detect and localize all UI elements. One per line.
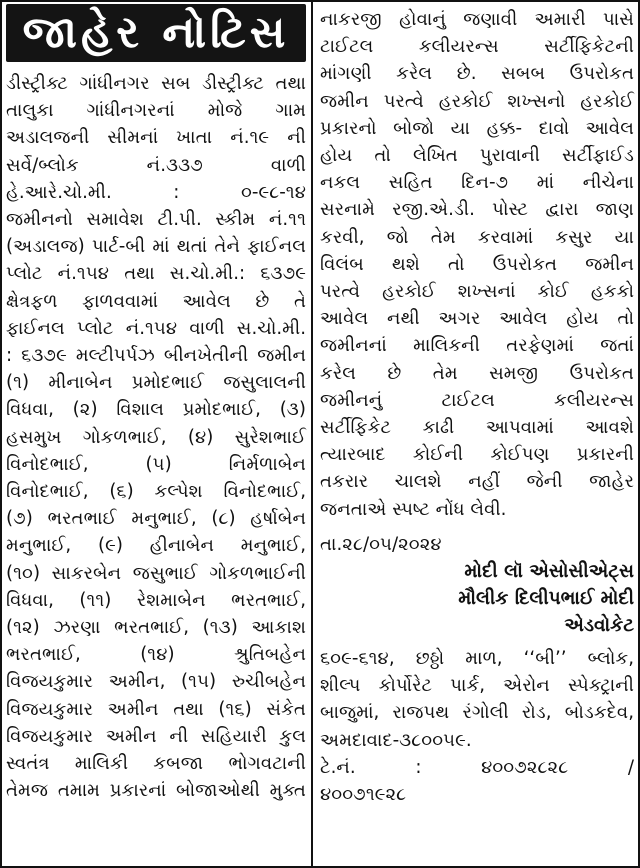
- advocate-title: એડવોકેટ: [564, 615, 634, 637]
- advocate-name: મૌલીક દિલીપભાઈ મોદી: [458, 588, 634, 610]
- text-line: વિજયકુમાર અમીન ની સહિયારી કુલ: [6, 725, 306, 747]
- text-line: તકરાર ચાલશે નહીં જેની જાહેર: [320, 471, 634, 493]
- right-column: [320, 6, 634, 808]
- text-line: અમદાવાદ-૩૮૦૦૫૯.: [320, 729, 472, 751]
- notice-date: તા.૨૮/૦૫/૨૦૨૪: [320, 533, 442, 555]
- text-line: પ્રકારનો બોજો યા હક્ક- દાવો આવેલ: [320, 117, 634, 139]
- text-line: કરેલ છે તેમ સમજી ઉપરોકત: [320, 362, 634, 384]
- text-line: સર્ટીફિકેટ કાઢી આપવામાં આવશે: [320, 417, 634, 439]
- text-line: કરવી, જો તેમ કરવામાં કસુર યા: [320, 226, 634, 248]
- text-line: બાજુમાં, રાજપથ રંગોલી રોડ, બોડકદેવ,: [320, 702, 634, 724]
- text-line: વિધવા, (૧૧) રેશમાબેન ભરતભાઈ,: [6, 589, 306, 611]
- text-line: હસમુખ ગોકળભાઈ, (૪) સુરેશભાઈ: [6, 426, 306, 448]
- text-line: (૧૦) સાકરબેન જસુભાઈ ગોકળભાઈની: [6, 562, 306, 584]
- text-line: વિધવા, (૨) વિશાલ પ્રમોદભાઈ, (૩): [6, 399, 306, 421]
- text-line: મનુભાઈ, (૯) હીનાબેન મનુભાઈ,: [6, 535, 306, 557]
- phone-line-2: ૪૦૦૭૧૯૨૮: [320, 784, 407, 806]
- text-line: ડીસ્ટ્રીક્ટ ગાંધીનગર સબ ડીસ્ટ્રીક્ટ તથા: [6, 73, 306, 94]
- text-line: ૬૦૯-૬૧૪, છઠ્ઠો માળ, ‘‘બી’’ બ્લોક,: [320, 648, 634, 670]
- text-line: ટાઈટલ કલીયરન્સ સર્ટીફિકેટની: [320, 36, 634, 58]
- text-line: સર્વે/બ્લોક નં.૩૩૭ વાળી: [6, 154, 306, 176]
- text-line: જમીન પરત્વે હરકોઈ શખ્સનો હરકોઈ: [320, 90, 634, 112]
- text-line: અડાલજની સીમનાં ખાતા નં.૧૯ ની: [6, 127, 306, 149]
- text-line: સ્વતંત્ર માલિકી કબજા ભોગવટાની: [6, 753, 306, 775]
- column-divider: [311, 2, 313, 866]
- address-block: [320, 645, 634, 754]
- text-line: સરનામે રજી.એ.ડી. પોસ્ટ દ્વારા જાણ: [320, 199, 634, 221]
- text-line: વિનોદભાઈ, (૬) કલ્પેશ વિનોદભાઈ,: [6, 481, 306, 503]
- text-line: વિનોદભાઈ, (૫) નિર્મળાબેન: [6, 453, 306, 475]
- right-body-text: [320, 6, 634, 523]
- left-column: [6, 2, 306, 804]
- text-line: : ૬૩૭૯ મલ્ટીપર્પઝ બીનખેતીની જમીન: [6, 345, 306, 367]
- text-line: નકલ સહિત દિન-૭ માં નીચેના: [320, 172, 634, 194]
- text-line: તેમજ તમામ પ્રકારનાં બોજાઓથી મુક્ત: [6, 780, 306, 802]
- text-line: શીલ્પ કોર્પોરેટ પાર્ક, એરોન સ્પેક્ટ્રાની: [320, 675, 634, 697]
- notice-headline: જાહેર નોટિસ: [6, 4, 306, 62]
- text-line: (૭) ભરતભાઈ મનુભાઈ, (૮) હર્ષાબેન: [6, 508, 306, 530]
- text-line: પરત્વે હરકોઈ શખ્સનાં કોઈ હકકો: [320, 281, 634, 303]
- text-line: વિજયકુમાર અમીન, (૧૫) રુચીબહેન: [6, 671, 306, 693]
- text-line: પ્લોટ નં.૧૫૪ તથા સ.ચો.મી.: ૬૩૭૯: [6, 263, 306, 285]
- text-line: ભરતભાઈ, (૧૪) શ્રુતિબહેન: [6, 644, 306, 666]
- text-line: ત્યારબાદ કોઈની કોઈપણ પ્રકારની: [320, 444, 634, 466]
- text-line: નાકરજી હોવાનું જણાવી અમારી પાસે: [320, 9, 634, 30]
- text-line: વિજયકુમાર અમીન તથા (૧૬) સંકેત: [6, 698, 306, 720]
- text-line: જનતાએ સ્પષ્ટ નોંધ લેવી.: [320, 498, 507, 520]
- text-line: ફાઈનલ પ્લોટ નં.૧૫૪ વાળી સ.ચો.મી.: [6, 317, 306, 339]
- text-line: હોય તો લેખિત પુરાવાની સર્ટીફાઈડ: [320, 145, 634, 167]
- text-line: હે.આરે.ચો.મી. : ૦-૯૮-૧૪: [6, 181, 306, 203]
- left-body-text: [6, 70, 306, 804]
- text-line: તાલુકા ગાંધીનગરનાં મોજે ગામ: [6, 100, 306, 122]
- text-line: (૧) મીનાબેન પ્રમોદભાઈ જસુલાલની: [6, 372, 306, 394]
- text-line: જમીનનાં માલિકની તરફેણમાં જતાં: [320, 335, 634, 357]
- text-line: આવેલ નથી અગર આવેલ હોય તો: [320, 308, 634, 330]
- phone-line: ટે.નં. : ૪૦૦૭૨૮૨૮ /: [320, 756, 634, 778]
- text-line: જમીનનો સમાવેશ ટી.પી. સ્કીમ નં.૧૧: [6, 209, 306, 231]
- firm-name: મોદી લૉ એસોસીએટ્સ: [464, 561, 634, 583]
- text-line: વિલંબ થશે તો ઉપરોકત જમીન: [320, 253, 634, 275]
- text-line: માંગણી કરેલ છે. સબબ ઉપરોકત: [320, 63, 634, 85]
- text-line: જમીનનું ટાઈટલ કલીયરન્સ: [320, 389, 634, 411]
- text-line: ક્ષેત્રફળ ફાળવવામાં આવેલ છે તે: [6, 290, 306, 312]
- text-line: (૧૨) ઝરણા ભરતભાઈ, (૧૩) આકાશ: [6, 617, 306, 639]
- text-line: (અડાલજ) પાર્ટ-બી માં થતાં તેને ફાઈનલ: [6, 236, 306, 258]
